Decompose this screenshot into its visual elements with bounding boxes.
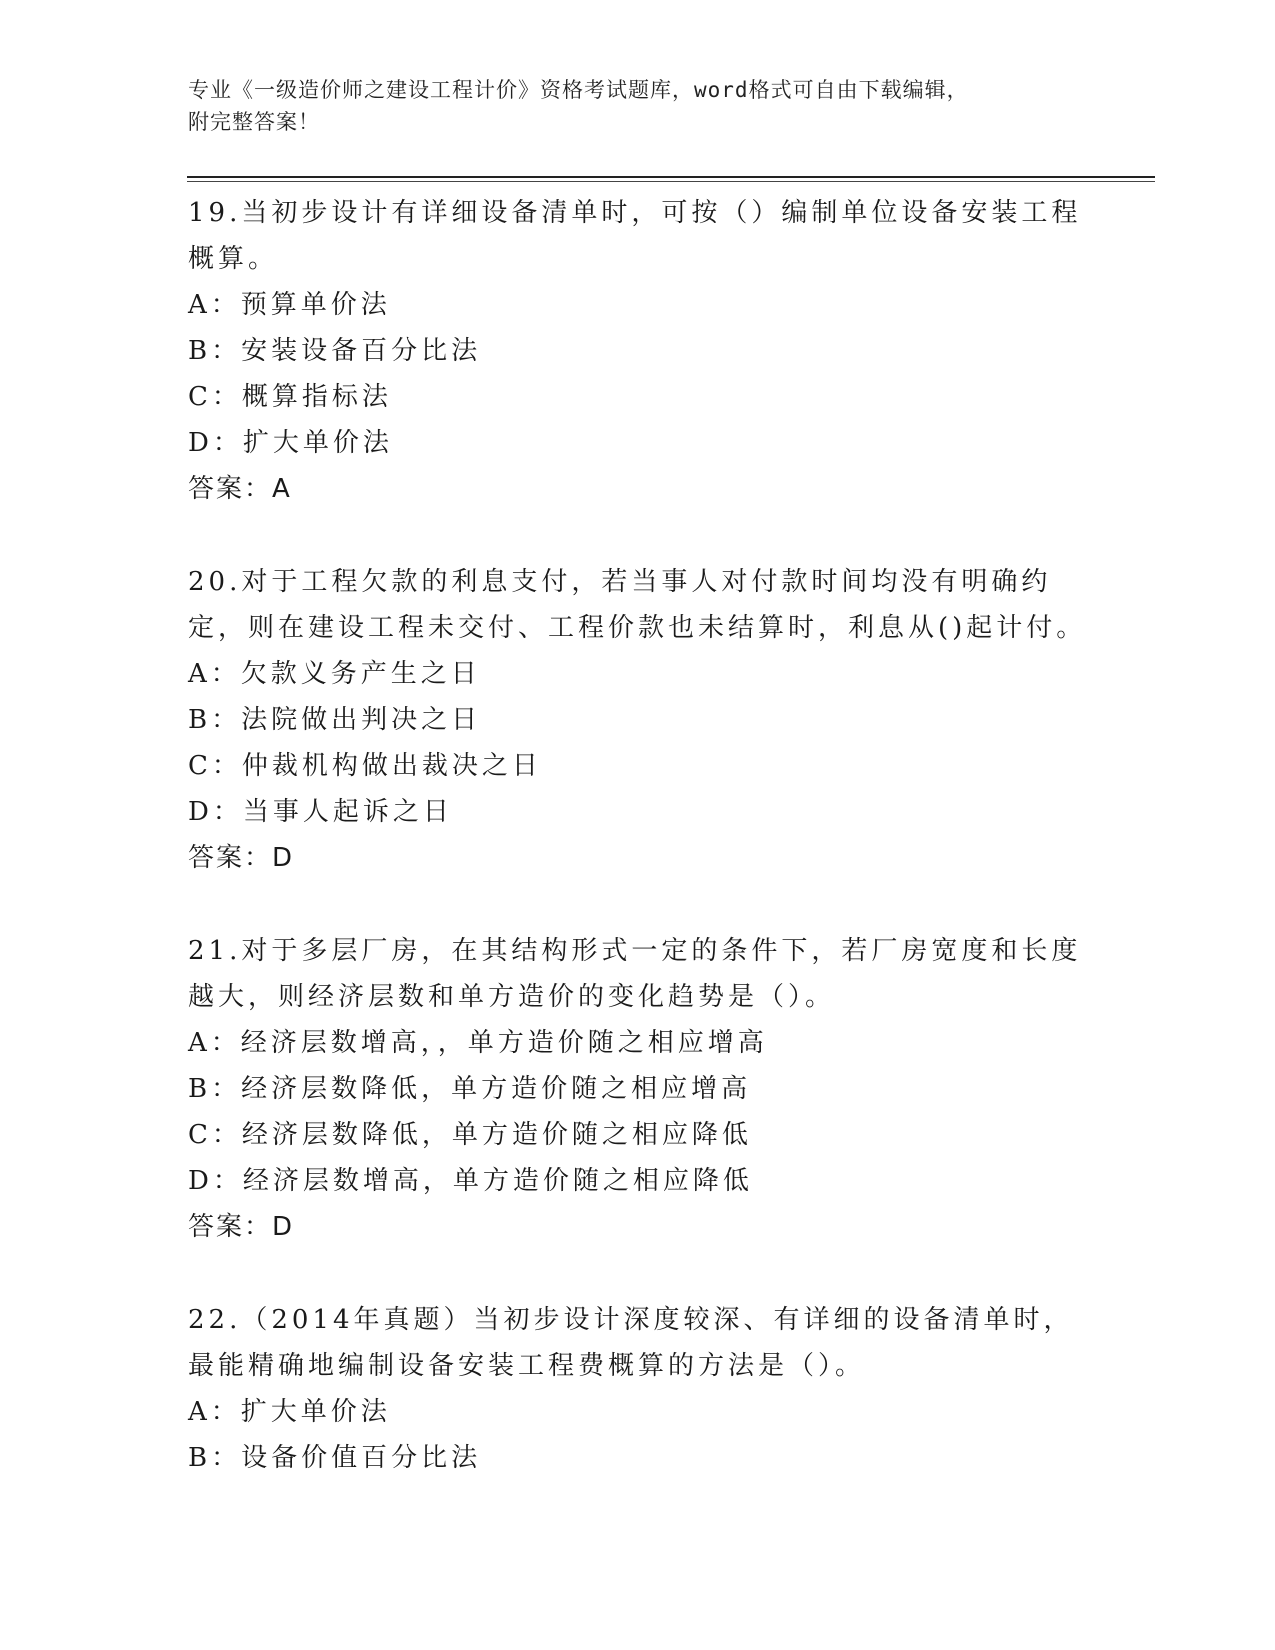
question-list (188, 190, 1088, 1481)
question-text: 19.当初步设计有详细设备清单时，可按（）编制单位设备安装工程概算。 (188, 198, 1082, 274)
question-spacer (188, 1250, 1088, 1297)
question-text: 22.（2014年真题）当初步设计深度较深、有详细的设备清单时，最能精确地编制设备安装工程费概算的方法是（）。 (188, 1305, 1074, 1381)
option-b: B：法院做出判决之日 (188, 705, 482, 735)
header-line-1: 专业《一级造价师之建设工程计价》资格考试题库，word格式可自由下载编辑， (188, 78, 969, 102)
option-b: B：安装设备百分比法 (188, 336, 482, 366)
question-text: 20.对于工程欠款的利息支付，若当事人对付款时间均没有明确约定，则在建设工程未交付、工程价款也未结算时，利息从()起计付。 (188, 567, 1087, 643)
option-c: C：概算指标法 (188, 382, 392, 412)
option-d: D：经济层数增高，单方造价随之相应降低 (188, 1166, 753, 1196)
option-a: A：经济层数增高，，单方造价随之相应增高 (188, 1028, 768, 1058)
question-text: 21.对于多层厂房，在其结构形式一定的条件下，若厂房宽度和长度越大，则经济层数和单方造价的变化趋势是（）。 (188, 936, 1082, 1012)
document-header (188, 74, 1068, 138)
option-c: C：经济层数降低，单方造价随之相应降低 (188, 1120, 752, 1150)
answer-line: 答案：D (188, 843, 295, 873)
question-spacer (188, 512, 1088, 559)
option-a: A：欠款义务产生之日 (188, 659, 481, 689)
option-a: A：预算单价法 (188, 290, 391, 320)
question-19 (188, 190, 1088, 512)
option-c: C：仲裁机构做出裁决之日 (188, 751, 542, 781)
question-spacer (188, 881, 1088, 928)
question-22 (188, 1297, 1088, 1481)
option-b: B：设备价值百分比法 (188, 1443, 482, 1473)
answer-line: 答案：A (188, 474, 292, 504)
header-divider-thick (187, 176, 1155, 178)
header-line-2: 附完整答案！ (188, 110, 320, 134)
option-b: B：经济层数降低，单方造价随之相应增高 (188, 1074, 752, 1104)
question-21 (188, 928, 1088, 1250)
header-divider-thin (187, 181, 1155, 182)
option-a: A：扩大单价法 (188, 1397, 391, 1427)
question-20 (188, 559, 1088, 881)
option-d: D：扩大单价法 (188, 428, 393, 458)
answer-line: 答案：D (188, 1212, 295, 1242)
option-d: D：当事人起诉之日 (188, 797, 453, 827)
